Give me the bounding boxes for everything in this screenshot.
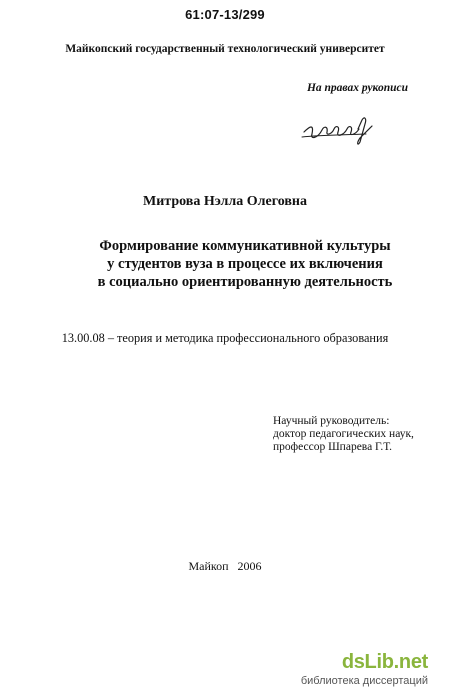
city-year: Майкоп 2006 <box>188 559 262 573</box>
watermark-logo-text: dsLib.net <box>341 651 428 673</box>
watermark-subtitle: библиотека диссертаций <box>300 675 428 687</box>
advisor-role: Научный руководитель: <box>273 415 390 427</box>
author-name: Митрова Нэлла Олеговна <box>143 194 307 209</box>
dissertation-title <box>20 237 450 291</box>
manuscript-note: На правах рукописи <box>306 82 408 94</box>
advisor-block <box>273 415 414 454</box>
advisor-name: профессор Шпарева Г.Т. <box>273 441 393 453</box>
archive-stamp: 61:07-13/299 <box>185 7 265 22</box>
university-name: Майкопский государственный технологический университет <box>65 43 385 55</box>
title-line-1: Формирование коммуникативной культуры <box>99 238 391 254</box>
watermark-logo[interactable] <box>342 651 428 674</box>
title-line-2: у студентов вуза в процессе их включения <box>107 256 383 272</box>
advisor-degree: доктор педагогических наук, <box>273 428 414 440</box>
title-line-3: в социально ориентированную деятельность <box>97 274 393 290</box>
specialty-line: 13.00.08 – теория и методика профессионального образования <box>61 331 389 345</box>
handwritten-signature <box>300 108 390 148</box>
